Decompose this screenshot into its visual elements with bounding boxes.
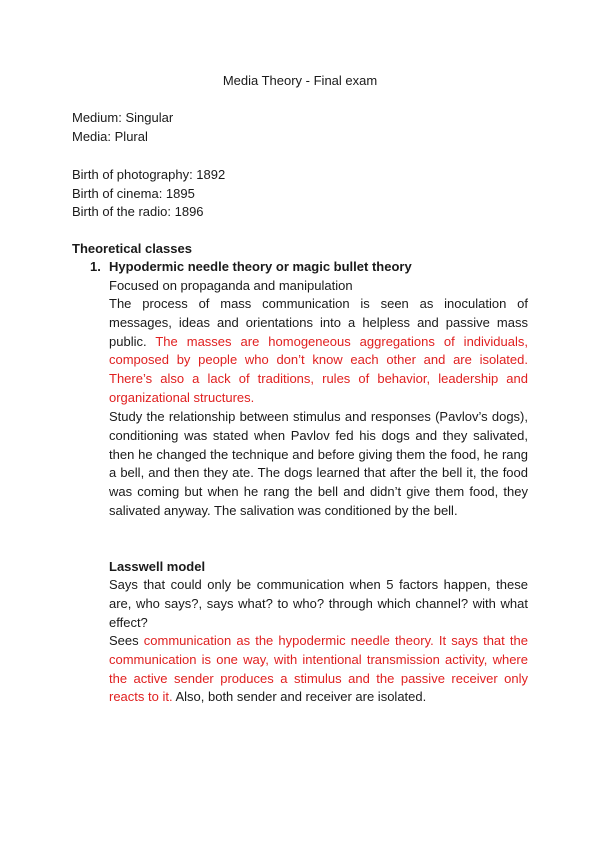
list-number: 1. [90, 259, 101, 274]
hypodermic-highlight: The masses are homogeneous aggregations of individuals, composed by people who don’t know each other and are isolated. There’s also a lack of traditions, rules of behavior, leadership and organizational structures. [109, 333, 528, 405]
media-definition: Media: Plural [72, 129, 148, 144]
birth-radio: Birth of the radio: 1896 [72, 204, 204, 219]
hypodermic-paragraph-1 [109, 295, 528, 408]
lasswell-highlight: communication as the hypodermic needle theory. It says that the communication is one way, with intentional transmission activity, where the active sender produces a stimulus and the passive receiver only reacts to it. [109, 633, 528, 705]
medium-definition: Medium: Singular [72, 110, 174, 125]
lasswell-paragraph-2 [109, 632, 528, 707]
document-title: Media Theory - Final exam [222, 73, 378, 88]
hypodermic-paragraph-2: Study the relationship between stimulus and responses (Pavlov’s dogs), conditioning was stated when Pavlov fed his dogs and they salivated, then he changed the technique and before giving them the food, he rang a bell, and then they ate. The dogs learned that after the bell it, the food was coming but when he rang the bell and didn’t give them food, they salivated anyway. The salivation was conditioned by the bell. [109, 409, 528, 518]
item-focus: Focused on propaganda and manipulation [109, 278, 353, 293]
item-heading: Hypodermic needle theory or magic bullet theory [109, 259, 412, 274]
birth-cinema: Birth of cinema: 1895 [72, 186, 195, 201]
lasswell-text-end: Also, both sender and receiver are isolated. [172, 689, 427, 705]
hypodermic-text: The process of mass communication is seen as inoculation of messages, ideas and orientations into a helpless and passive mass public. [109, 296, 528, 349]
birth-photography: Birth of photography: 1892 [72, 167, 226, 182]
section-heading: Theoretical classes [72, 241, 192, 256]
lasswell-paragraph-1: Says that could only be communication when 5 factors happen, these are, who says?, says what? to who? through which channel? with what effect? [109, 577, 528, 630]
lasswell-text-start: Sees [109, 633, 144, 648]
lasswell-heading: Lasswell model [109, 559, 206, 574]
